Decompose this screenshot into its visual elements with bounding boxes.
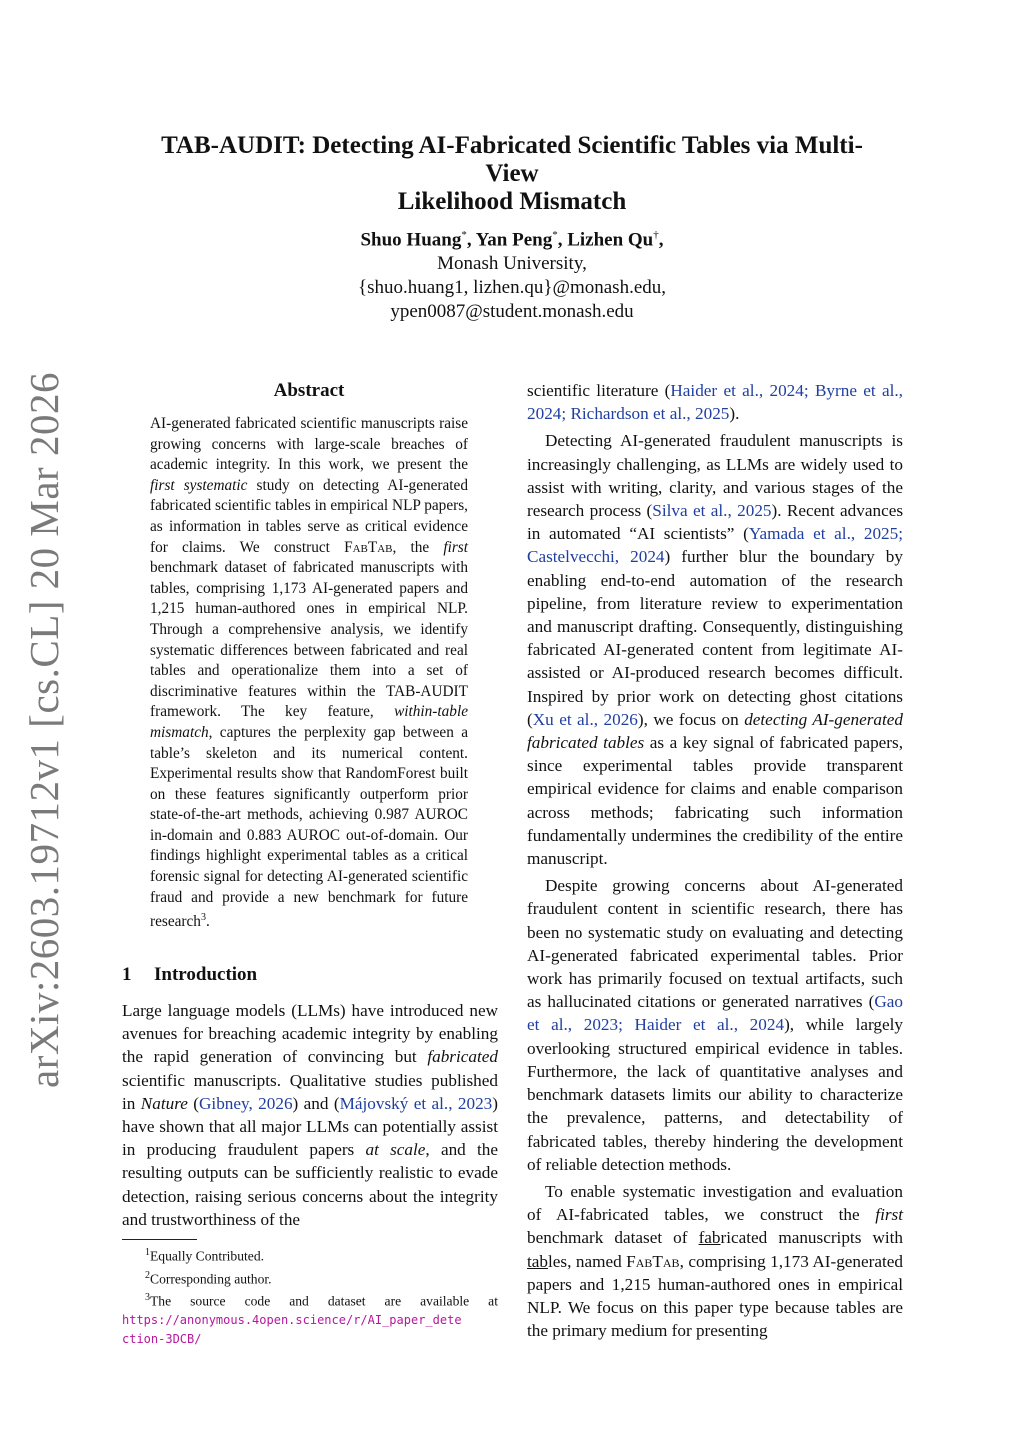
title-line-2: Likelihood Mismatch xyxy=(397,188,627,215)
paragraph: Despite growing concerns about AI-generated fraudulent content in scientific research, there has been no systematic study on evaluating and detecting AI-generated fabricated experimental tables. Prior work has primarily focused on textual artifacts, such as hallucinated citations or generated narratives (Gao et al., 2023; Haider et al., 2024), while largely overlooking structured empirical evidence in tables. Furthermore, the lack of quantitative analyses and benchmark datasets limits our ability to characterize the prevalence, patterns, and detectability of fabricated tables, thereby hindering the development of reliable detection methods. xyxy=(527,876,903,1174)
citation-link[interactable]: Gao et al., 2023; Haider et al., 2024 xyxy=(527,992,903,1035)
email-line-2: ypen0087@student.monash.edu xyxy=(390,301,634,323)
abstract-heading: Abstract xyxy=(273,380,345,401)
paragraph: To enable systematic investigation and evaluation of AI-fabricated tables, we construct the first benchmark dataset of fabricated manuscripts with tables, named FabTab, comprising 1,173 AI-generated papers and 1,215 human-authored ones in empirical NLP. We focus on this paper type because tables are the primary medium for presenting xyxy=(527,1181,903,1341)
author-1: Shuo Huang xyxy=(360,229,462,251)
citation-link[interactable]: Gibney, 2026 xyxy=(199,1093,293,1113)
author-3: Lizhen Qu xyxy=(567,229,654,251)
paragraph: scientific literature (Haider et al., 2024; Byrne et al., 2024; Richardson et al., 2025). xyxy=(527,381,903,424)
footnote-3: $^3$The source code and dataset are available at xyxy=(145,1292,498,1309)
citation-link[interactable]: Silva et al., 2025 xyxy=(652,501,772,521)
arxiv-sidebar-stamp xyxy=(14,372,74,1088)
paper-title xyxy=(140,132,884,216)
author-block xyxy=(300,223,724,324)
footnote-url[interactable]: https://anonymous.4open.science/r/AI_paper_detection-3DCB/ xyxy=(122,1312,462,1346)
citation-link[interactable]: Xu et al., 2026 xyxy=(532,709,638,729)
affiliation: Monash University, xyxy=(437,253,587,275)
footnote-2: $^2$Corresponding author. xyxy=(145,1269,272,1287)
section-heading-introduction: 1 Introduction xyxy=(122,964,258,985)
equal-contrib-mark: * xyxy=(552,229,558,241)
right-column xyxy=(527,379,903,1342)
citation-link[interactable]: Yamada et al., 2025; Castelvecchi, 2024 xyxy=(527,524,903,567)
footnote-divider xyxy=(122,1239,197,1240)
equal-contrib-mark: * xyxy=(461,229,467,241)
abstract-body: AI-generated fabricated scientific manuscripts raise growing concerns with large-scale breaches of academic integrity. In this work, we present the first systematic study on detecting AI-generated fabricated scientific tables in empirical NLP papers, as information in tables serve as critical evidence for claims. We construct FabTab, the first benchmark dataset of fabricated manuscripts with tables, comprising 1,173 AI-generated papers and 1,215 human-authored ones in empirical NLP. Through a comprehensive analysis, we identify systematic differences between fabricated and real tables and operationalize them into a set of discriminative features within the TAB-AUDIT framework. The key feature, within-table mismatch, captures the perplexity gap between a table’s skeleton and its numerical content. Experimental results show that RandomForest built on these features significantly outperform prior state-of-the-art methods, achieving 0.987 AUROC in-domain and 0.883 AUROC out-of-domain. Our findings highlight experimental tables as a critical forensic signal for detecting AI-generated scientific fraud and provide a new benchmark for future research$^3$. xyxy=(150,415,468,931)
footnote-1: $^1$Equally Contributed. xyxy=(145,1247,265,1264)
title-line-1: TAB-AUDIT: Detecting AI-Fabricated Scientific Tables via Multi-View xyxy=(161,132,863,187)
email-line-1: {shuo.huang1, lizhen.qu}@monash.edu, xyxy=(357,277,667,299)
arxiv-id: arXiv:2603.19712v1 [cs.CL] 20 Mar 2026 xyxy=(21,372,67,1088)
author-2: Yan Peng xyxy=(475,229,553,251)
corresponding-mark: † xyxy=(653,229,659,241)
author-names: Shuo Huang*, Yan Peng*, Lizhen Qu†, xyxy=(360,229,664,251)
paragraph: Detecting AI-generated fraudulent manuscripts is increasingly challenging, as LLMs are widely used to assist with writing, clarity, and various stages of the research process (Silva et al., 2025). Recent advances in automated “AI scientists” (Yamada et al., 2025; Castelvecchi, 2024) further blur the boundary by enabling end-to-end automation of the research pipeline, from literature review to experimentation and manuscript drafting. Consequently, distinguishing fabricated AI-generated content from legitimate AI-assisted or AI-produced research becomes difficult. Inspired by prior work on detecting ghost citations (Xu et al., 2026), we focus on detecting AI-generated fabricated tables as a key signal of fabricated papers, since experimental tables provide transparent empirical evidence for claims and enable comparison across methods; fabricating such information fundamentally undermines the credibility of the entire manuscript. xyxy=(527,431,904,869)
citation-link[interactable]: Májovský et al., 2023 xyxy=(339,1093,493,1113)
footnotes xyxy=(122,1243,498,1349)
citation-link[interactable]: Haider et al., 2024; Byrne et al., 2024; Richardson et al., 2025 xyxy=(527,381,903,424)
intro-paragraph: Large language models (LLMs) have introduced new avenues for breaching academic integrity by enabling the rapid generation of convincing but fabricated scientific manuscripts. Qualitative studies published in Nature (Gibney, 2026) and (Májovský et al., 2023) have shown that all major LLMs can potentially assist in producing fraudulent papers at scale, and the resulting outputs can be sufficiently realistic to evade detection, raising serious concerns about the integrity and trustworthiness of the xyxy=(122,1001,499,1229)
